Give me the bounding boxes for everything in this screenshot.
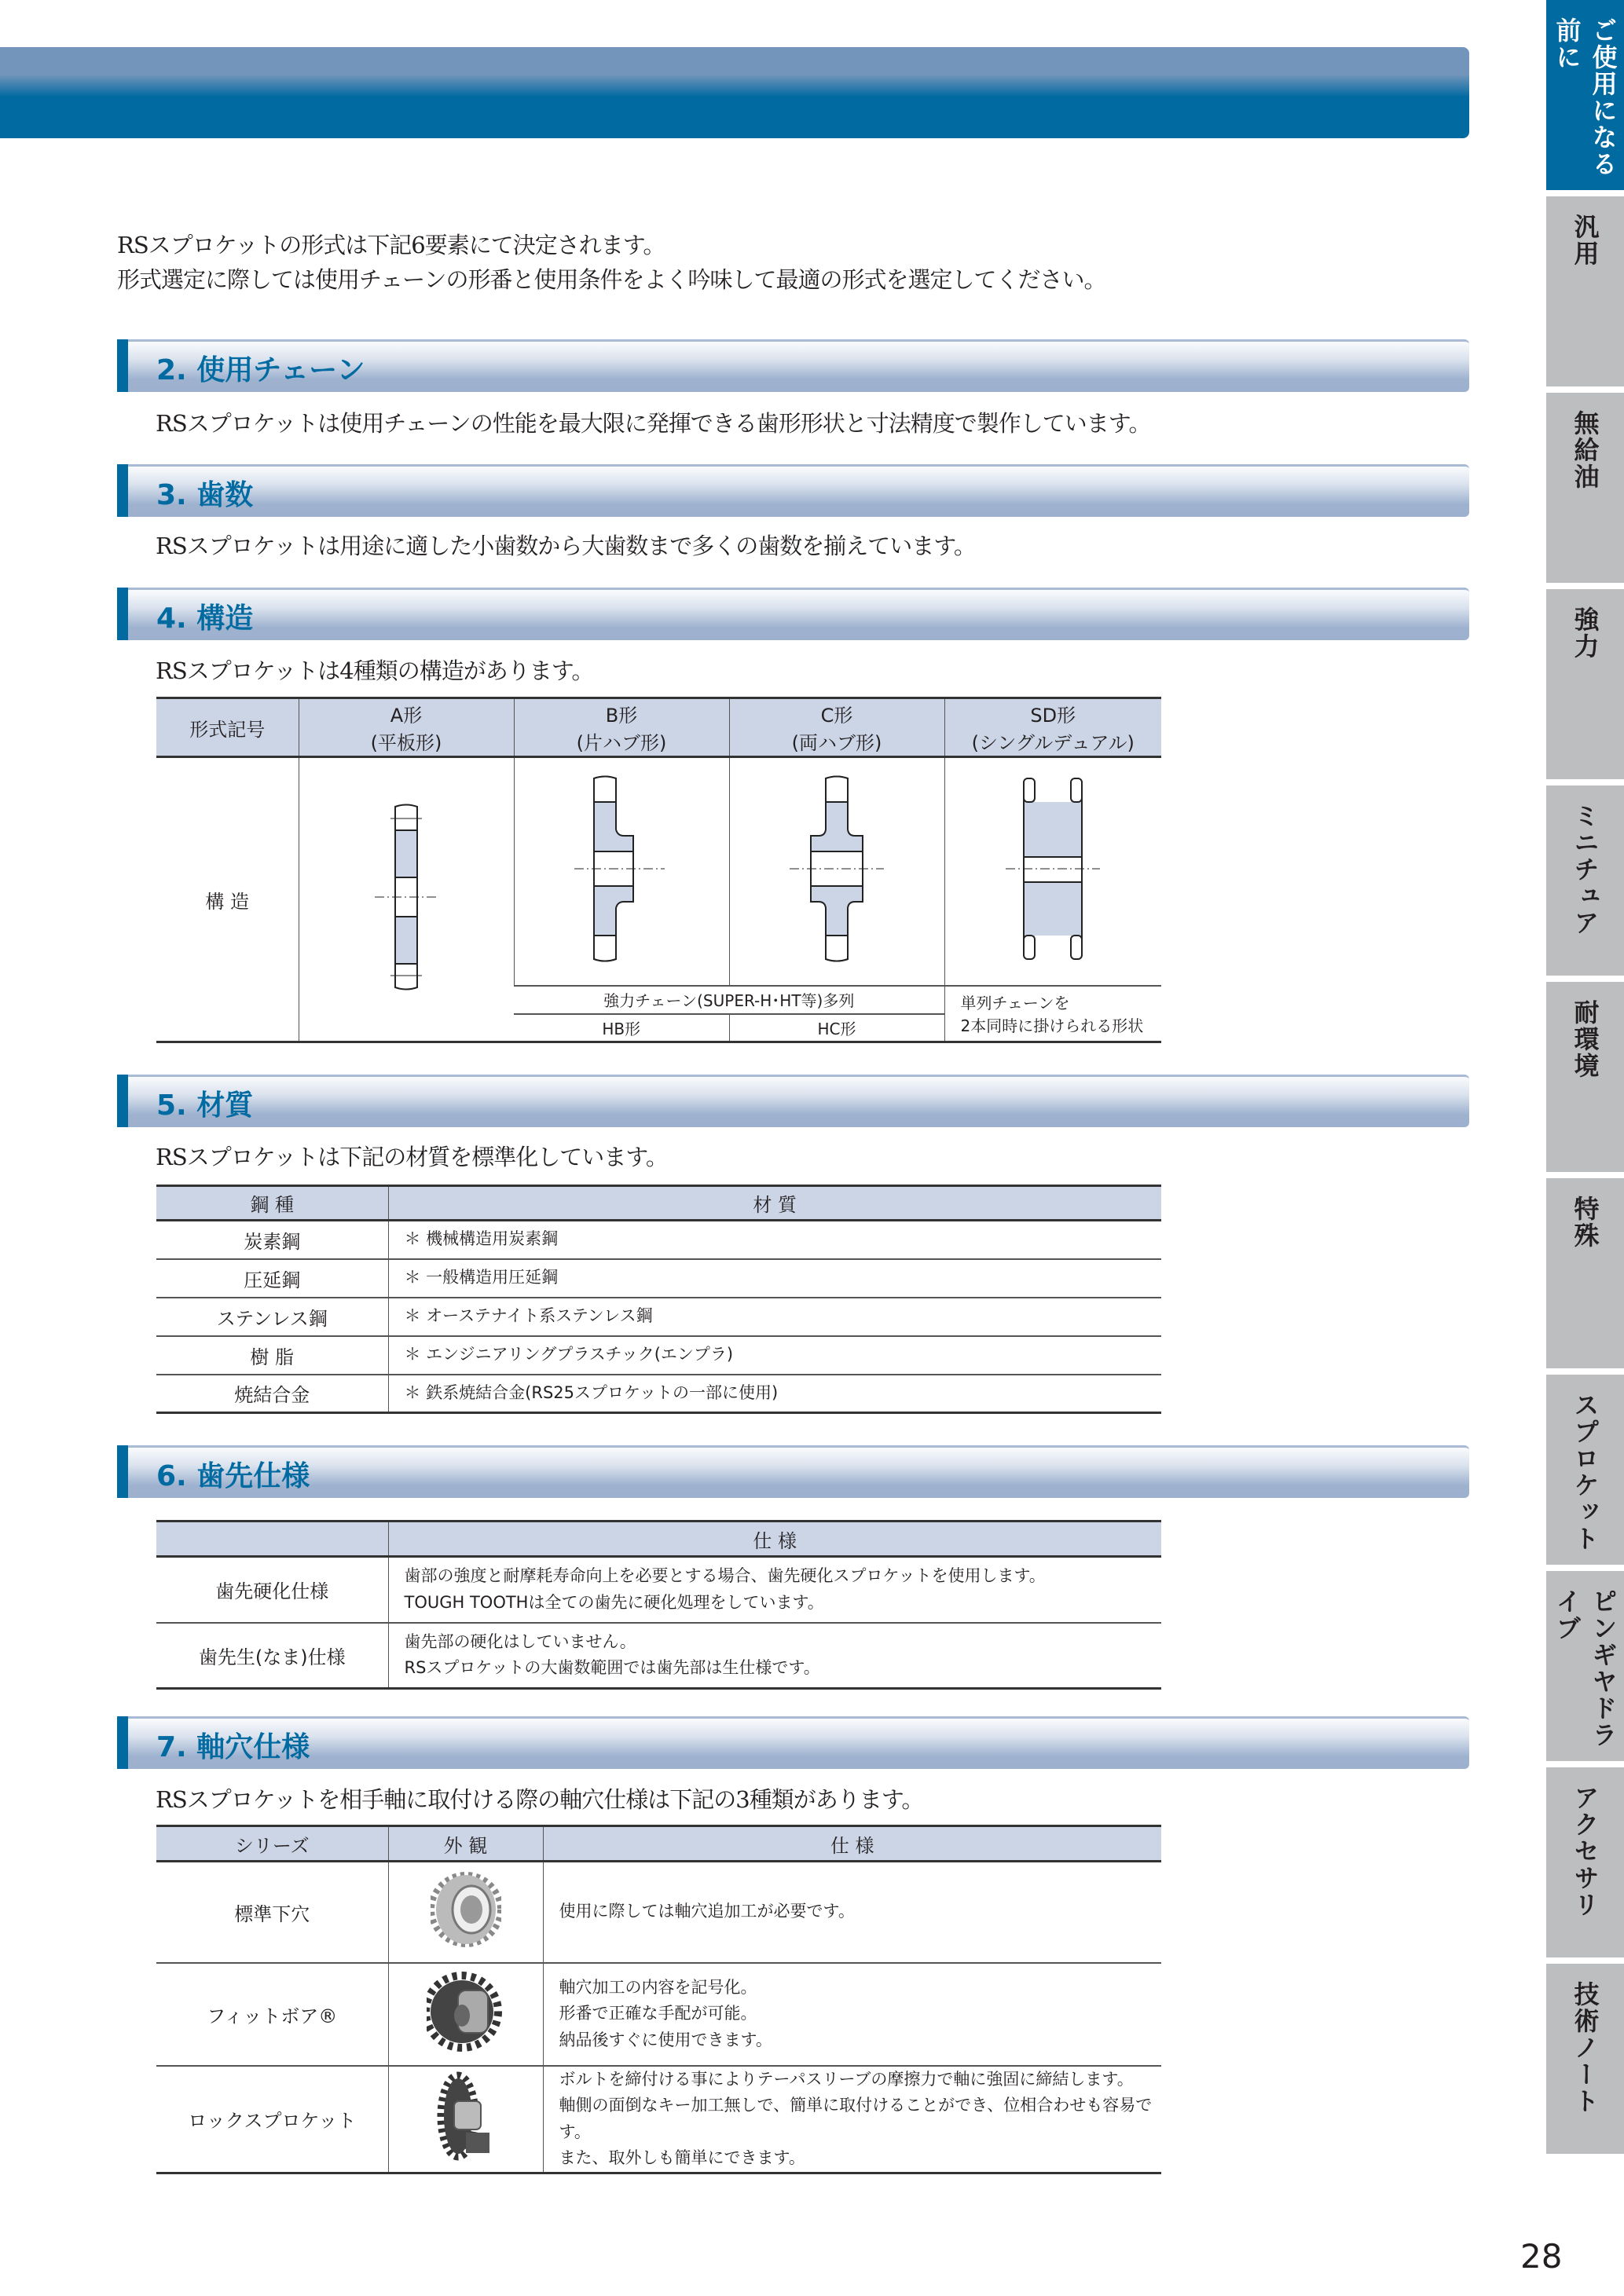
side-tab-tech-notes[interactable]: 技術ノート <box>1546 1964 1624 2154</box>
header-steel-type: 鋼 種 <box>156 1186 388 1221</box>
sprocket-photo-lock <box>388 2066 543 2173</box>
section-text-bore: RSスプロケットを相手軸に取付ける際の軸穴仕様は下記の3種類があります。 <box>156 1786 924 1813</box>
section-header-material: 5. 材質 <box>117 1075 1469 1127</box>
section-text-structure: RSスプロケットは4種類の構造があります。 <box>156 657 594 684</box>
table-row: 炭素鋼 ＊ 機械構造用炭素鋼 <box>156 1221 1161 1259</box>
header-c-type: C形 (両ハブ形) <box>729 698 944 757</box>
header-material: 材 質 <box>388 1186 1161 1221</box>
note-sd: 単列チェーンを 2本同時に掛けられる形状 <box>944 986 1161 1042</box>
diagram-b-type <box>514 757 729 986</box>
bore-table <box>156 1825 1161 2174</box>
side-tab-miniature[interactable]: ミニチュア <box>1546 785 1624 976</box>
section-header-teeth: 3. 歯数 <box>117 464 1469 517</box>
row-label-structure: 構 造 <box>156 757 299 1042</box>
diagram-sd-type <box>944 757 1161 986</box>
side-tab-sprocket[interactable]: スプロケット <box>1546 1375 1624 1565</box>
sprocket-photo-fit-bore <box>388 1963 543 2066</box>
table-row: 歯先硬化仕様 歯部の強度と耐摩耗寿命向上を必要とする場合、歯先硬化スプロケットを使用します。 TOUGH TOOTHは全ての歯先に硬化処理をしています。 <box>156 1557 1161 1623</box>
side-tab-heavy-duty[interactable]: 強力 <box>1546 589 1624 779</box>
table-row: ロックスプロケット ボルトを締付ける事によりテーパスリーブの摩擦力で軸に強固に締結します。 軸側の面倒なキー加工無しで、簡単に取付けることができ、位相合わせも容易です。 また、取外しも簡単にできます。 <box>156 2066 1161 2173</box>
table-row: フィットボア® 軸穴加工の内容を記号化。 形番で正確な手配が可能。 納品後すぐに使用できます。 <box>156 1963 1161 2066</box>
material-table <box>156 1185 1161 1414</box>
diagram-a-type <box>299 757 514 1042</box>
intro-line-2: 形式選定に際しては使用チェーンの形番と使用条件をよく吟味して最適の形式を選定してください。 <box>117 266 1106 293</box>
sprocket-photo-standard <box>388 1862 543 1963</box>
header-a-type: A形 (平板形) <box>299 698 514 757</box>
page-banner <box>0 47 1469 138</box>
side-tab-general[interactable]: 汎用 <box>1546 196 1624 386</box>
side-tab-before-use[interactable]: ご使用になる前に <box>1546 0 1624 190</box>
table-row: 標準下穴 使用に際しては軸穴追加工が必要です。 <box>156 1862 1161 1963</box>
hb-type-label: HB形 <box>514 1014 729 1042</box>
table-row: ステンレス鋼 ＊ オーステナイト系ステンレス鋼 <box>156 1298 1161 1336</box>
side-tab-environment[interactable]: 耐環境 <box>1546 982 1624 1172</box>
header-spec: 仕 様 <box>388 1522 1161 1557</box>
section-text-teeth: RSスプロケットは用途に適した小歯数から大歯数まで多くの歯数を揃えています。 <box>156 533 976 559</box>
header-blank <box>156 1522 388 1557</box>
side-tab-special[interactable]: 特殊 <box>1546 1178 1624 1368</box>
header-series: シリーズ <box>156 1826 388 1862</box>
page-number: 28 <box>1520 2237 1563 2276</box>
hc-type-label: HC形 <box>729 1014 944 1042</box>
header-sd-type: SD形 (シングルデュアル) <box>944 698 1161 757</box>
section-header-tooth-tip: 6. 歯先仕様 <box>117 1445 1469 1498</box>
side-tab-pin-gear[interactable]: ピンギヤドライブ <box>1546 1571 1624 1761</box>
header-b-type: B形 (片ハブ形) <box>514 698 729 757</box>
table-row: 樹 脂 ＊ エンジニアリングプラスチック(エンプラ) <box>156 1336 1161 1375</box>
section-text-chain: RSスプロケットは使用チェーンの性能を最大限に発揮できる歯形形状と寸法精度で製作しています。 <box>156 410 1151 437</box>
note-heavy-duty-multi: 強力チェーン(SUPER-H･HT等)多列 <box>514 986 944 1014</box>
intro-line-1: RSスプロケットの形式は下記6要素にて決定されます。 <box>117 232 665 258</box>
side-tab-lube-free[interactable]: 無給油 <box>1546 393 1624 583</box>
structure-table <box>156 697 1161 1043</box>
side-tab-accessory[interactable]: アクセサリ <box>1546 1767 1624 1957</box>
table-row: 歯先生(なま)仕様 歯先部の硬化はしていません。 RSスプロケットの大歯数範囲では歯先部は生仕様です。 <box>156 1623 1161 1689</box>
section-text-material: RSスプロケットは下記の材質を標準化しています。 <box>156 1144 668 1170</box>
section-header-structure: 4. 構造 <box>117 588 1469 640</box>
section-header-bore: 7. 軸穴仕様 <box>117 1716 1469 1769</box>
header-appearance: 外 観 <box>388 1826 543 1862</box>
diagram-c-type <box>729 757 944 986</box>
tooth-tip-table <box>156 1520 1161 1690</box>
section-header-chain: 2. 使用チェーン <box>117 339 1469 392</box>
table-row: 圧延鋼 ＊ 一般構造用圧延鋼 <box>156 1259 1161 1298</box>
header-spec: 仕 様 <box>543 1826 1161 1862</box>
header-type-code: 形式記号 <box>156 698 299 757</box>
table-row: 焼結合金 ＊ 鉄系焼結合金(RS25スプロケットの一部に使用) <box>156 1375 1161 1413</box>
